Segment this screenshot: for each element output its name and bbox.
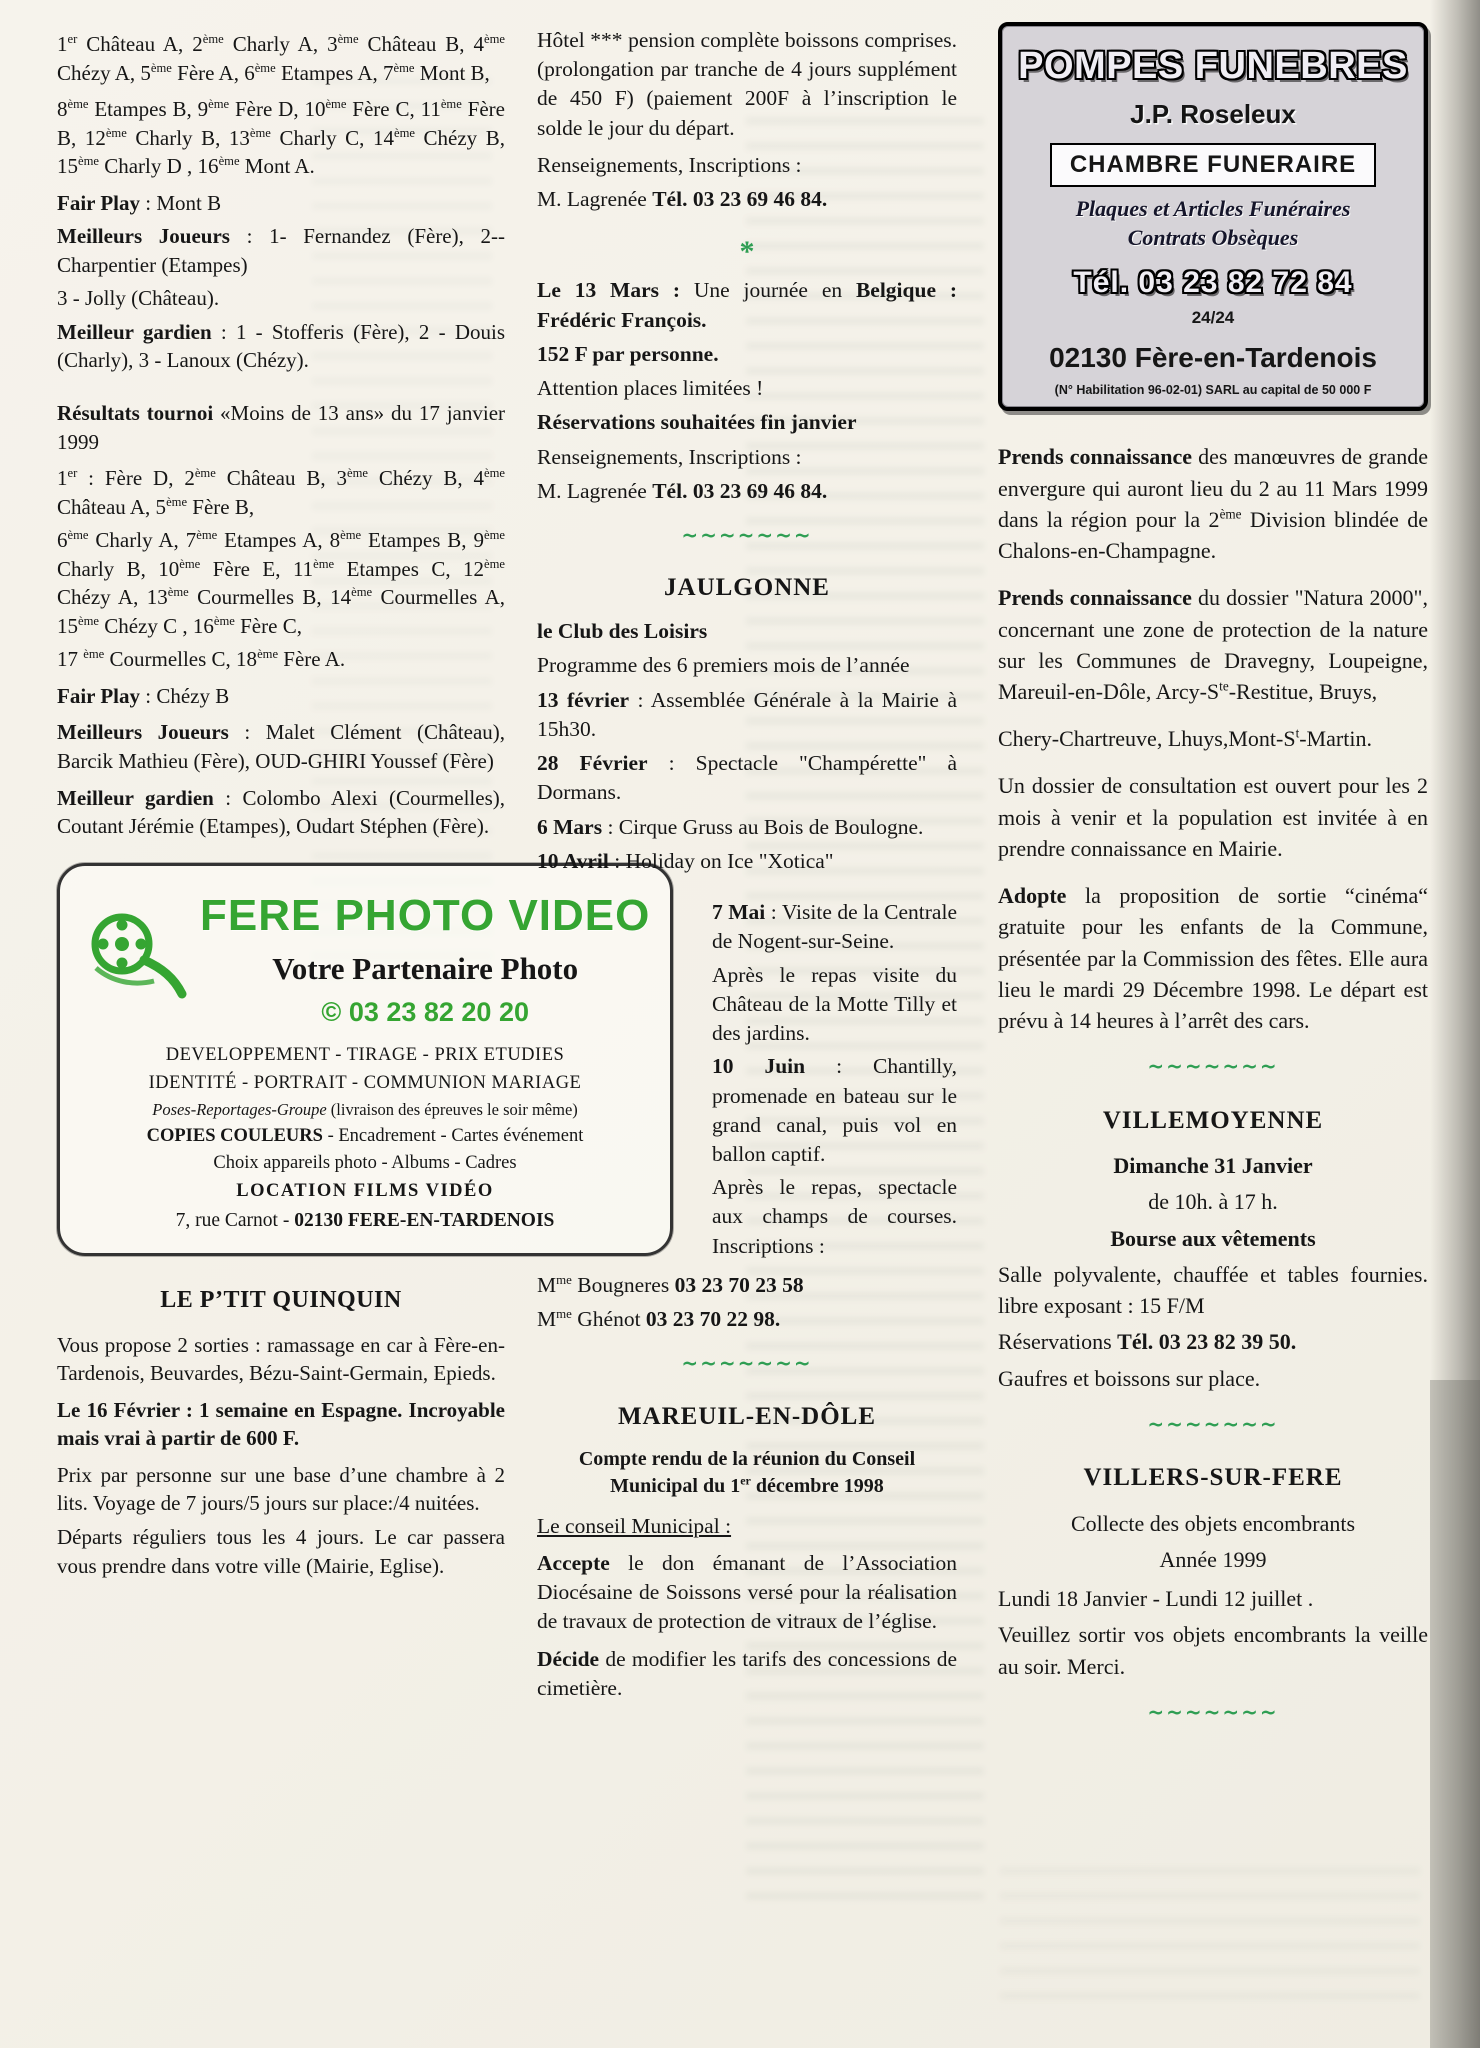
funeral-ad-title: POMPES FUNEBRES [1018,45,1408,87]
body-paragraph: Attention places limitées ! [537,376,764,401]
event-time-line: de 10h. à 17 h. [1148,1189,1278,1215]
event-date-line: Année 1999 [1159,1546,1267,1572]
event-line: 13 février : Assemblée Générale à la Mairie à 15h30. [537,687,957,741]
body-paragraph: Adopte la proposition de sortie “cinéma“ gratuite pour les enfants de la Commune, présentée par la Commission des fêtes. Elle aura lieu le mardi 29 Décembre 1998. Le départ est prévu à 14 heures à l’arrêt des cars. [998,883,1428,1034]
body-paragraph: Prends connaissance du dossier "Natura 2000", concernant une zone de protection de la nature sur les Communes de Dravegny, Loupeigne, Mareuil-en-Dôle, Arcy-$S^{te}$-Restitue, Bruys, [998,585,1428,704]
funeral-ad-legal: (N° Habilitation 96-02-01) SARL au capital de 50 000 F [1054,382,1372,397]
body-paragraph: Renseignements, Inscriptions : [537,152,802,177]
service-line: Poses-Reportages-Groupe (livraison des épreuves le soir même) [152,1099,578,1119]
body-paragraph: Le 16 Février : 1 semaine en Espagne. Incroyable mais vrai à partir de 600 F. [57,1397,505,1451]
event-line: 6 Mars : Cirque Gruss au Bois de Boulogne. [537,814,924,839]
service-line: IDENTITÉ - PORTRAIT - COMMUNION MARIAGE [148,1073,582,1094]
service-line: COPIES COULEURS - Encadrement - Cartes événement [146,1125,584,1146]
chambre-funeraire-label: CHAMBRE FUNERAIRE [1050,143,1376,187]
event-line: Après le repas visite du Château de la Motte Tilly et des jardins. [712,962,957,1046]
contact-line: Réservations Tél. 03 23 82 39 50. [998,1329,1297,1355]
best-players-line: 3 - Jolly (Château). [57,286,220,311]
event-line: 28 Février : Spectacle "Champérette" à Dormans. [537,751,958,805]
photo-ad-subtitle: Votre Partenaire Photo [272,950,579,986]
contact-block [537,1271,957,1334]
fair-play-line: Fair Play : Mont B [57,190,222,215]
body-paragraph: Veuillez sortir vos objets encombrants la veille au soir. Merci. [998,1622,1428,1679]
funeral-ad-phone: Tél. 03 23 82 72 84 [1073,266,1353,300]
council-report-subheading: Compte rendu de la réunion du Conseil Municipal du 1er décembre 1998 [578,1447,916,1497]
contact-line: M. Lagrenée Tél. 03 23 69 46 84. [537,187,828,212]
body-paragraph: Décide de modifier les tarifs des concessions de cimetière. [537,1646,957,1700]
text-wrap-around-ad [712,898,957,1261]
best-goalkeeper-line: Meilleur gardien : 1 - Stofferis (Fère), 2 - Douis (Charly), 3 - Lanoux (Chézy). [57,319,505,373]
service-line: LOCATION FILMS VIDÉO [236,1181,494,1202]
event-title-line: Collecte des objets encombrants [1070,1510,1356,1536]
body-paragraph: Chery-Chartreuve, $Lhuys,Mont-S^t$-Martin. [998,725,1372,752]
service-line: Choix appareils photo - Albums - Cadres [213,1153,517,1174]
photo-ad-title: FERE PHOTO VIDEO [200,890,651,940]
film-reel-icon [82,908,194,1008]
funeral-ad-owner: J.P. Roseleux [1130,98,1296,129]
section-separator: ~~~~~~~ [681,523,813,548]
fair-play-line: Fair Play : Chézy B [57,683,230,708]
bleedthrough-artifact [1000,1850,1420,2010]
body-paragraph: 152 F par personne. [537,341,719,366]
body-paragraph: Prends connaissance des manœuvres de grande envergure qui auront lieu du 2 au 11 Mars 1999 dans la région pour la 2ème Division blindée de Chalons-en-Champagne. [998,444,1429,564]
body-paragraph: Programme des 6 premiers mois de l’année [537,653,910,678]
body-paragraph: Réservations souhaitées fin janvier [537,410,857,435]
council-lead-line: Le conseil Municipal : [537,1513,732,1538]
event-line: 10 Avril : Holiday on Ice "Xotica" [537,848,834,873]
section-separator: ~~~~~~~ [1147,1699,1279,1724]
event-date-line: Dimanche 31 Janvier [1113,1153,1313,1179]
section-separator: ~~~~~~~ [1147,1054,1279,1079]
phone-icon: © [321,996,342,1027]
funeral-ad-service-box-wrap [1012,143,1414,187]
funeral-ad-tagline: Plaques et Articles Funéraires [1075,195,1351,221]
section-heading-mareuil-en-dole: MAREUIL-EN-DÔLE [617,1402,877,1430]
contact-line: $M^{me}$ Ghénot 03 23 70 22 98. [537,1307,781,1332]
section-heading-jaulgonne: JAULGONNE [664,574,830,602]
column-middle [537,26,957,1708]
pompes-funebres-ad [998,22,1428,411]
body-paragraph: Salle polyvalente, chauffée et tables fournies. libre exposant : 15 F/M [998,1261,1428,1319]
body-paragraph: Départs réguliers tous les 4 jours. Le car passera vous prendre dans votre ville (Mairie, Eglise). [57,1525,505,1578]
body-paragraph: Hôtel *** pension complète boissons comprises. (prolongation par tranche de 4 jours supplément de 450 F) (paiement 200F à l’inscription le solde le jour du départ. [537,28,957,140]
event-line: 10 Juin : Chantilly, promenade en bateau sur le grand canal, puis vol en ballon captif. [712,1054,958,1166]
section-heading-villers-sur-fere: VILLERS-SUR-FERE [1083,1464,1343,1492]
asterisk-separator: * [739,235,755,269]
body-paragraph: Gaufres et boissons sur place. [998,1365,1261,1391]
event-title-line: Bourse aux vêtements [1110,1225,1316,1251]
body-paragraph: Lundi 18 Janvier - Lundi 12 juillet . [998,1586,1314,1612]
body-paragraph: Prix par personne sur une base d’une chambre à 2 lits. Voyage de 7 jours/5 jours sur place:/4 nuitées. [57,1462,505,1516]
event-line: 7 Mai : Visite de la Centrale de Nogent-sur-Seine. [712,900,957,954]
body-paragraph: Renseignements, Inscriptions : [537,444,802,469]
section-separator: ~~~~~~~ [681,1351,813,1376]
contact-line: $M^{me}$ Bougneres 03 23 70 23 58 [537,1272,804,1297]
funeral-ad-city: 02130 Fère-en-Tardenois [1049,341,1377,373]
section-heading-le-ptit-quinquin: LE P’TIT QUINQUIN [160,1287,402,1314]
best-goalkeeper-line: Meilleur gardien : Colombo Alexi (Courmelles), Coutant Jérémie (Etampes), Oudart Stéphen (Fère). [57,785,506,839]
tournament-results-line: 17 $^{ème}$ Courmelles C, 18ème Fère A. [57,647,346,672]
tournament-title: Résultats tournoi «Moins de 13 ans» du 17 janvier 1999 [57,401,506,454]
tournament-results-line: 1er Château A, 2ème Charly A, 3ème Château B, 4ème Chézy A, 5ème Fère A, 6ème Etampes A, 7ème Mont B, [57,32,506,85]
tournament-results-line: 6ème Charly A, 7ème Etampes A, 8ème Etampes B, 9ème Charly B, 10ème Fère E, 11ème Etampes C, 12ème Chézy A, 13ème Courmelles B, 14ème Courmelles A, 15ème Chézy C , 16ème Fère C, [57,528,506,638]
event-line: Après le repas, spectacle aux champs de courses. Inscriptions : [712,1175,957,1258]
body-paragraph: Vous propose 2 sorties : ramassage en car à Fère-en-Tardenois, Beuvardes, Bézu-Saint-Germain, Epieds. [57,1332,505,1386]
column-right [998,22,1428,1736]
body-paragraph: Le 13 Mars : Une journée en Belgique : Frédéric François. [537,278,957,332]
best-players-line: Meilleurs Joueurs : Malet Clément (Château), Barcik Mathieu (Fère), OUD-GHIRI Youssef (Fère) [57,720,506,774]
service-line: DEVELOPPEMENT - TIRAGE - PRIX ETUDIES [165,1045,565,1066]
funeral-ad-tagline: Contrats Obsèques [1127,224,1299,250]
contact-line: M. Lagrenée Tél. 03 23 69 46 84. [537,478,828,503]
section-heading-villemoyenne: VILLEMOYENNE [1102,1106,1324,1134]
section-separator: ~~~~~~~ [1147,1411,1279,1436]
tournament-results-line: 8ème Etampes B, 9ème Fère D, 10ème Fère C, 11ème Fère B, 12ème Charly B, 13ème Charly C, 14ème Chézy B, 15ème Charly D , 16ème Mont A. [57,97,505,179]
club-name: le Club des Loisirs [537,619,708,644]
tournament-results-line: 1er : Fère D, 2ème Château B, 3ème Chézy B, 4ème Château A, 5ème Fère B, [57,466,505,519]
funeral-ad-hours: 24/24 [1191,307,1235,327]
phone-number: 03 23 82 20 20 [348,996,529,1027]
scan-edge-artifact [1430,1380,1480,2048]
best-players-line: Meilleurs Joueurs : 1- Fernandez (Fère), 2-- Charpentier (Etampes) [57,224,506,277]
address-line: 7, rue Carnot - 02130 FERE-EN-TARDENOIS [175,1209,555,1231]
body-paragraph: Accepte le don émanant de l’Association Diocésaine de Soissons versé pour la réalisation de travaux de protection de vitraux de l’église. [537,1550,957,1634]
body-paragraph: Un dossier de consultation est ouvert pour les 2 mois à venir et la population est invitée à en prendre connaissance en Mairie. [998,773,1428,861]
